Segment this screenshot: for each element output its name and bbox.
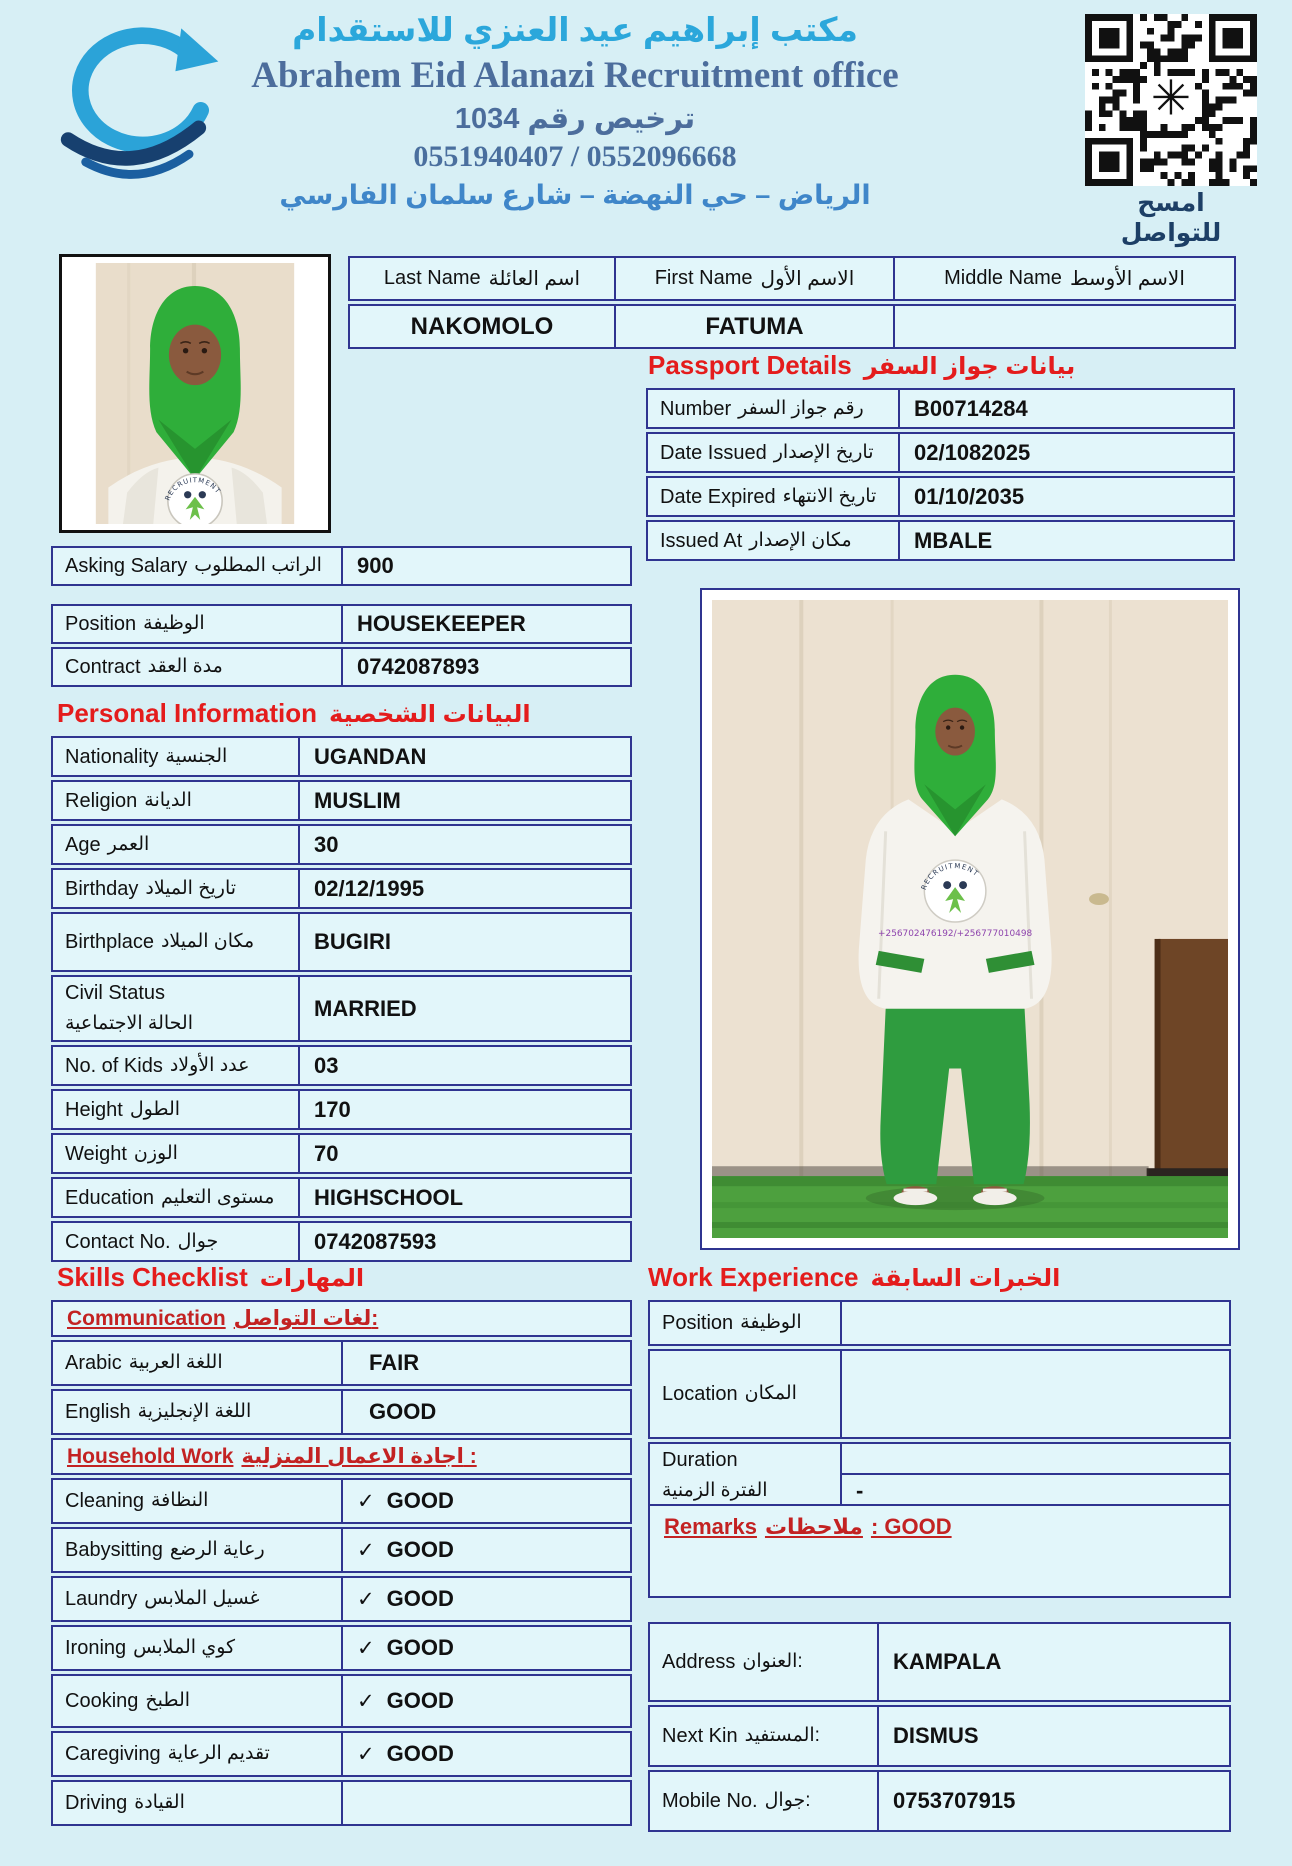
nationality-row: Nationality الجنسية UGANDAN xyxy=(51,736,632,777)
mobile-no-value: 0753707915 xyxy=(893,1788,1016,1813)
arabic-skill-row: Arabic اللغة العربية FAIR xyxy=(51,1340,632,1386)
office-address: الرياض – حي النهضة – شارع سلمان الفارسي xyxy=(279,180,871,210)
skills-title: Skills Checklist المهارات xyxy=(57,1262,365,1292)
check-icon: ✓ xyxy=(357,1636,375,1660)
passport-table xyxy=(646,388,1235,564)
passport-date-issued-value: 02/1082025 xyxy=(914,439,1031,465)
household-work-header: Household Work اجادة الاعمال المنزلية : xyxy=(51,1438,632,1475)
contract-value: 0742087893 xyxy=(357,654,480,679)
passport-date-expired-row: Date Expired تاريخ الانتهاء 01/10/2035 xyxy=(646,476,1235,517)
position-row: Position الوظيفة HOUSEKEEPER xyxy=(51,604,632,644)
cleaning-value: GOOD xyxy=(386,1488,454,1513)
work-position-value xyxy=(842,1302,1229,1344)
check-icon: ✓ xyxy=(357,1587,375,1611)
position-contract-table xyxy=(51,604,632,690)
work-experience-table xyxy=(648,1300,1231,1512)
education-value: HIGHSCHOOL xyxy=(314,1184,464,1210)
laundry-row: Laundry غسيل الملابس ✓ GOOD xyxy=(51,1576,632,1622)
height-row: Height الطول 170 xyxy=(51,1089,632,1130)
cleaning-row: Cleaning النظافة ✓ GOOD xyxy=(51,1478,632,1524)
passport-number-value: B00714284 xyxy=(914,395,1028,421)
check-icon: ✓ xyxy=(357,1689,375,1713)
education-row: Education مستوى التعليم HIGHSCHOOL xyxy=(51,1177,632,1218)
work-location-value xyxy=(842,1351,1229,1437)
license-number: ترخيص رقم 1034 xyxy=(454,103,696,135)
qr-code-icon xyxy=(1085,14,1257,186)
contact-no-row: Contact No. جوال 0742087593 xyxy=(51,1221,632,1262)
applicant-portrait-photo xyxy=(59,254,331,533)
work-position-row: Position الوظيفة xyxy=(648,1300,1231,1346)
remarks-label-en: Remarks xyxy=(664,1514,757,1539)
arabic-skill-value: FAIR xyxy=(369,1350,420,1375)
age-value: 30 xyxy=(314,831,339,857)
work-duration-row: Duration الفترة الزمنية - xyxy=(648,1442,1231,1509)
middle-name-value xyxy=(895,306,1234,347)
passport-section-title: Passport Details بيانات جواز السفر xyxy=(648,350,1076,380)
civil-status-row: Civil Status الحالة الاجتماعية MARRIED xyxy=(51,975,632,1042)
address-value: KAMPALA xyxy=(893,1649,1002,1674)
next-kin-row: Next Kin المستفيد: DISMUS xyxy=(648,1705,1231,1767)
birthday-row: Birthday تاريخ الميلاد 02/12/1995 xyxy=(51,868,632,909)
weight-row: Weight الوزن 70 xyxy=(51,1133,632,1174)
remarks-box xyxy=(648,1504,1231,1598)
check-icon: ✓ xyxy=(357,1742,375,1766)
english-skill-row: English اللغة الإنجليزية GOOD xyxy=(51,1389,632,1435)
laundry-value: GOOD xyxy=(386,1586,454,1611)
birthplace-row: Birthplace مكان الميلاد BUGIRI xyxy=(51,912,632,972)
driving-row: Driving القيادة xyxy=(51,1780,632,1826)
contact-no-value: 0742087593 xyxy=(314,1228,437,1254)
passport-issued-at-row: Issued At مكان الإصدار MBALE xyxy=(646,520,1235,561)
work-duration-top-value xyxy=(842,1444,1229,1475)
passport-date-expired-value: 01/10/2035 xyxy=(914,483,1025,509)
name-values-row xyxy=(348,304,1236,349)
next-kin-value: DISMUS xyxy=(893,1723,979,1748)
cooking-row: Cooking الطبخ ✓ GOOD xyxy=(51,1674,632,1728)
height-value: 170 xyxy=(314,1096,351,1122)
communication-header: Communication لغات التواصل: xyxy=(51,1300,632,1337)
religion-value: MUSLIM xyxy=(314,787,401,813)
religion-row: Religion الديانة MUSLIM xyxy=(51,780,632,821)
svg-text:RECRUITMENT: RECRUITMENT xyxy=(163,476,223,502)
english-skill-value: GOOD xyxy=(369,1399,437,1424)
mobile-no-row: Mobile No. جوال: 0753707915 xyxy=(648,1770,1231,1832)
name-header-row xyxy=(348,256,1236,301)
contact-table xyxy=(648,1622,1231,1835)
middle-name-header: Middle Name الاسم الأوسط xyxy=(944,267,1185,290)
header-titles xyxy=(225,8,925,214)
personal-info-title: Personal Information البيانات الشخصية xyxy=(57,698,531,728)
caregiving-value: GOOD xyxy=(386,1741,454,1766)
asking-salary-value: 900 xyxy=(357,553,394,578)
svg-text:✳: ✳ xyxy=(1150,70,1192,127)
check-icon: ✓ xyxy=(357,1489,375,1513)
office-title-english: Abrahem Eid Alanazi Recruitment office xyxy=(251,55,899,96)
svg-text:RECRUITMENT: RECRUITMENT xyxy=(919,861,981,892)
kids-value: 03 xyxy=(314,1052,339,1078)
ironing-row: Ironing كوي الملابس ✓ GOOD xyxy=(51,1625,632,1671)
nationality-value: UGANDAN xyxy=(314,743,427,769)
address-row: Address العنوان: KAMPALA xyxy=(648,1622,1231,1702)
first-name-header: First Name الاسم الأول xyxy=(616,258,895,299)
skills-table xyxy=(51,1300,632,1829)
office-phones: 0551940407 / 0552096668 xyxy=(413,140,737,173)
office-title-arabic: مكتب إبراهيم عيد العنزي للاستقدام xyxy=(292,11,858,48)
babysitting-row: Babysitting رعاية الرضع ✓ GOOD xyxy=(51,1527,632,1573)
check-icon: ✓ xyxy=(357,1538,375,1562)
work-duration-bottom-value: - xyxy=(856,1477,864,1503)
last-name-header: Last Name اسم العائلة xyxy=(350,258,616,299)
first-name-value: FATUMA xyxy=(616,306,895,347)
passport-date-issued-row: Date Issued تاريخ الإصدار 02/1082025 xyxy=(646,432,1235,473)
work-location-row: Location المكان xyxy=(648,1349,1231,1439)
name-table xyxy=(348,256,1236,352)
contract-row: Contract مدة العقد 0742087893 xyxy=(51,647,632,687)
applicant-fullbody-photo xyxy=(700,588,1240,1250)
qr-block xyxy=(1085,14,1257,248)
civil-status-value: MARRIED xyxy=(314,995,417,1021)
age-row: Age العمر 30 xyxy=(51,824,632,865)
svg-text:+256702476192/+256777010498: +256702476192/+256777010498 xyxy=(878,928,1033,939)
birthplace-value: BUGIRI xyxy=(314,929,391,954)
passport-issued-at-value: MBALE xyxy=(914,527,993,553)
passport-number-row: Number رقم جواز السفر B00714284 xyxy=(646,388,1235,429)
agency-logo-icon xyxy=(35,20,230,185)
cooking-value: GOOD xyxy=(386,1688,454,1713)
last-name-value: NAKOMOLO xyxy=(350,306,616,347)
work-experience-title: Work Experience الخبرات السابقة xyxy=(648,1262,1061,1292)
position-value: HOUSEKEEPER xyxy=(357,611,526,636)
asking-salary-row: Asking Salary الراتب المطلوب 900 xyxy=(51,546,632,586)
kids-row: No. of Kids عدد الأولاد 03 xyxy=(51,1045,632,1086)
ironing-value: GOOD xyxy=(386,1635,454,1660)
weight-value: 70 xyxy=(314,1140,339,1166)
personal-info-table xyxy=(51,736,632,1265)
salary-table xyxy=(51,546,632,589)
remarks-value: : GOOD xyxy=(870,1514,952,1539)
babysitting-value: GOOD xyxy=(386,1537,454,1562)
caregiving-row: Caregiving تقديم الرعاية ✓ GOOD xyxy=(51,1731,632,1777)
birthday-value: 02/12/1995 xyxy=(314,875,425,901)
remarks-label-ar: ملاحظات xyxy=(764,1514,863,1539)
qr-scan-label: امسح للتواصل xyxy=(1120,189,1222,247)
